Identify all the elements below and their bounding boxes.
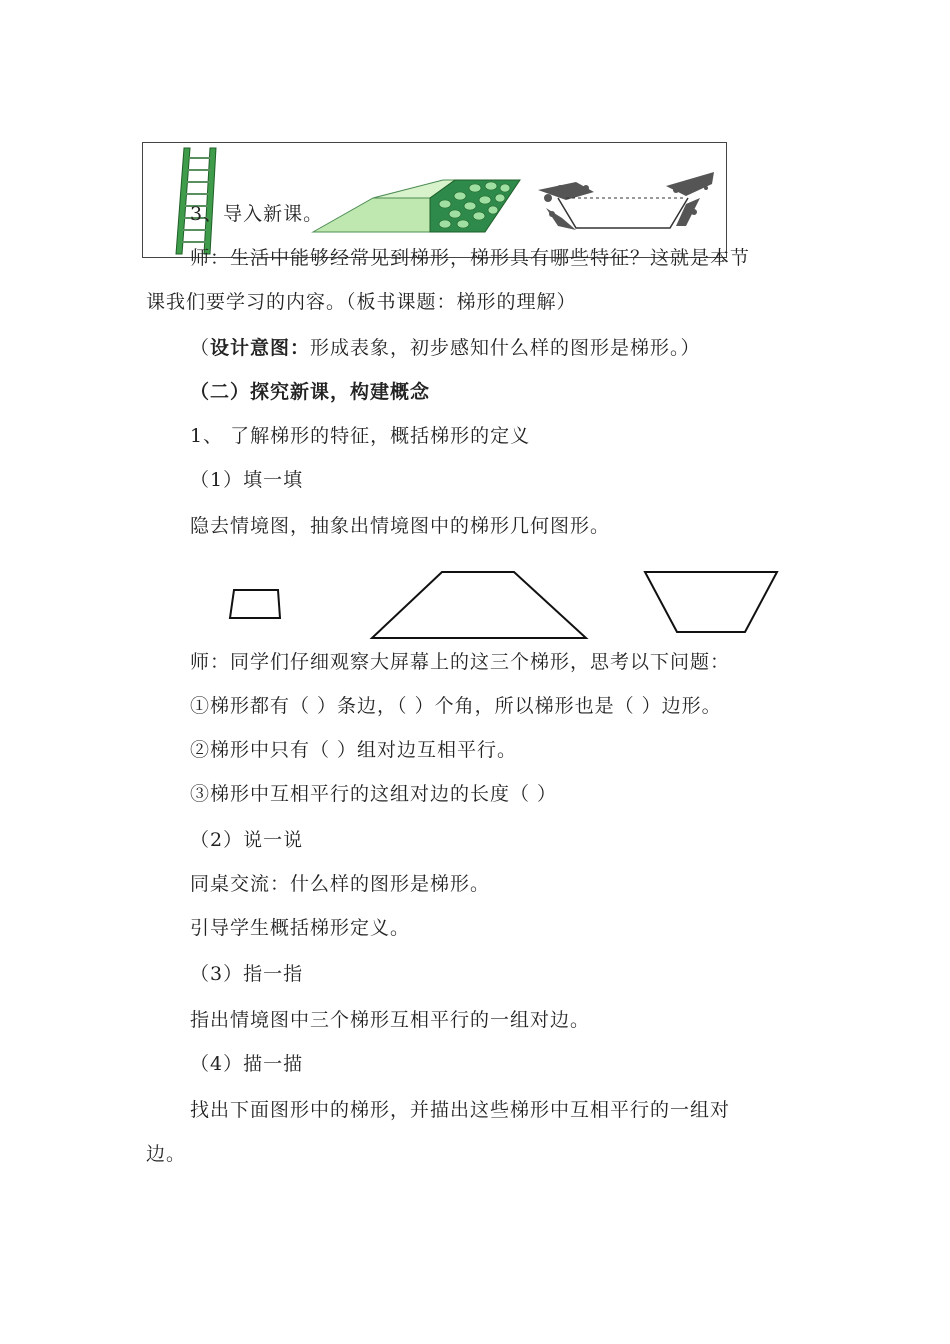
guide-text: 引导学生概括梯形定义。 [190, 917, 411, 939]
design-intent-text: 形成表象，初步感知什么样的图形是梯形。） [310, 337, 701, 359]
question-1: ①梯形都有（ ）条边，（ ）个角，所以梯形也是（ ）边形。 [190, 695, 722, 717]
trace-label: （4）描一描 [190, 1053, 304, 1075]
point-text: 指出情境图中三个梯形互相平行的一组对边。 [190, 1009, 591, 1031]
teacher-intro-line-1: 师：生活中能够经常见到梯形，梯形具有哪些特征？这就是本节 [190, 247, 751, 269]
design-intent-open: （ [190, 337, 211, 359]
discussion-text: 同桌交流：什么样的图形是梯形。 [190, 873, 491, 895]
abstract-instruction: 隐去情境图，抽象出情境图中的梯形几何图形。 [190, 515, 611, 537]
say-label: （2）说一说 [190, 829, 304, 851]
teacher-question: 师：同学们仔细观察大屏幕上的这三个梯形，思考以下问题： [190, 651, 731, 673]
ditch-illustration [536, 168, 716, 240]
question-2: ②梯形中只有（ ）组对边互相平行。 [190, 739, 518, 761]
embankment-illustration [305, 178, 525, 236]
fill-in-label: （1）填一填 [190, 469, 304, 491]
teacher-intro-line-2: 课我们要学习的内容。（板书课题：梯形的理解） [146, 291, 577, 313]
inverted-trapezoid-shape [643, 570, 779, 636]
point-label: （3）指一指 [190, 963, 304, 985]
question-3: ③梯形中互相平行的这组对边的长度（ ） [190, 783, 558, 805]
intro-step-label: 3、导入新课。 [190, 203, 324, 225]
small-trapezoid-shape [228, 588, 284, 622]
trace-text-line-2: 边。 [146, 1143, 187, 1165]
trace-text-line-1: 找出下面图形中的梯形，并描出这些梯形中互相平行的一组对 [190, 1099, 731, 1121]
section-heading: （二）探究新课，构建概念 [190, 381, 431, 403]
item-1-title: 1、 了解梯形的特征，概括梯形的定义 [190, 425, 531, 447]
design-intent-label: 设计意图： [210, 337, 311, 359]
large-trapezoid-shape [370, 570, 590, 642]
design-intent [190, 334, 701, 362]
